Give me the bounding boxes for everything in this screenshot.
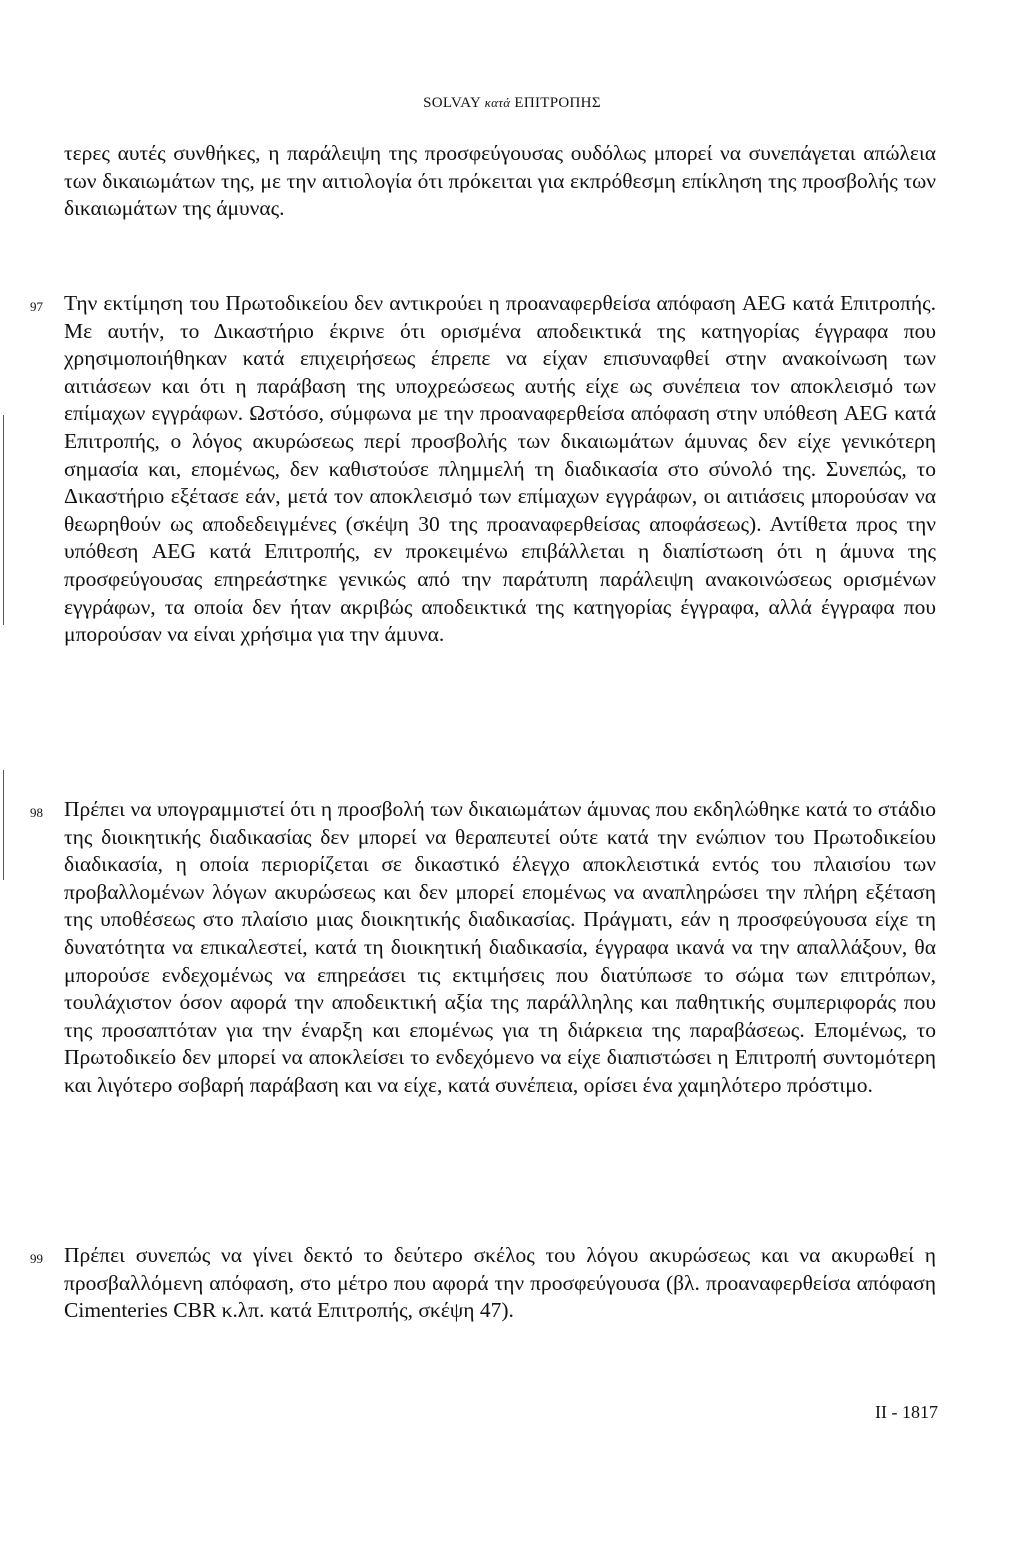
paragraph-continuation (64, 140, 936, 223)
paragraph-99 (64, 1242, 936, 1325)
paragraph-98 (64, 796, 936, 1100)
running-header (0, 95, 1024, 112)
paragraph-number-98: 98 (30, 805, 43, 820)
paragraph-text: Πρέπει συνεπώς να γίνει δεκτό το δεύτερο σκέλος του λόγου ακυρώσεως και να ακυρωθεί η προσβαλλόμενη απόφαση, στο μέτρο που αφορά την προσφεύγουσα (βλ. προαναφερθείσα απόφαση Cimenteries CBR κ.λπ. κατά Επιτροπής, σκέψη 47). (64, 1243, 936, 1323)
margin-rule (3, 415, 4, 625)
paragraph-text: τερες αυτές συνθήκες, η παράλειψη της προσφεύγουσας ουδόλως μπορεί να συνεπάγεται απώλεια των δικαιωμάτων της, με την αιτιολογία ότι πρόκειται για εκπρόθεσμη επίκληση της προσβολής των δικαιωμάτων της άμυνας. (64, 141, 936, 221)
paragraph-number-97: 97 (30, 299, 43, 314)
header-opponent: ΕΠΙΤΡΟΠΗΣ (514, 95, 601, 111)
margin-rule (3, 770, 4, 880)
paragraph-text: Πρέπει να υπογραμμιστεί ότι η προσβολή των δικαιωμάτων άμυνας που εκδηλώθηκε κατά το στάδιο της διοικητικής διαδικασίας δεν μπορεί να θεραπευτεί ούτε κατά την ενώπιον του Πρωτοδικείου διαδικασία, η οποία περιορίζεται σε δικαστικό έλεγχο αποκλειστικά εντός του πλαισίου των προβαλλομένων λόγων ακυρώσεως και δεν μπορεί επομένως να αναπληρώσει την πλήρη εξέταση της υποθέσεως στο πλαίσιο μιας διοικητικής διαδικασίας. Πράγματι, εάν η προσφεύγουσα είχε τη δυνατότητα να επικαλεστεί, κατά τη διοικητική διαδικασία, έγγραφα ικανά να την απαλλάξουν, θα μπορούσε ενδεχομένως να επηρεάσει τις εκτιμήσεις που διατύπωσε το σώμα των επιτρόπων, τουλάχιστον όσον αφορά την αποδεικτική αξία της παράλληλης και παθητικής συμπεριφοράς που της προσαπτόταν για την έναρξη και επομένως για τη διάρκεια της παραβάσεως. Επομένως, το Πρωτοδικείο δεν μπορεί να αποκλείσει το ενδεχόμενο να είχε διαπιστώσει η Επιτροπή συντομότερη και λιγότερο σοβαρή παράβαση και να είχε, κατά συνέπεια, ορίσει ένα χαμηλότερο πρόστιμο. (64, 797, 936, 1097)
header-party: SOLVAY (423, 95, 481, 111)
paragraph-number-99: 99 (30, 1251, 43, 1266)
paragraph-97 (64, 290, 936, 649)
paragraph-text: Την εκτίμηση του Πρωτοδικείου δεν αντικρούει η προαναφερθείσα απόφαση AEG κατά Επιτροπής. Με αυτήν, το Δικαστήριο έκρινε ότι ορισμένα αποδεικτικά της κατηγορίας έγγραφα που χρησιμοποιήθηκαν κατά επιχειρήσεως έπρεπε να είχαν επισυναφθεί στην ανακοίνωση των αιτιάσεων και ότι η παράβαση της υποχρεώσεως αυτής είχε ως συνέπεια τον αποκλεισμό των επίμαχων εγγράφων. Ωστόσο, σύμφωνα με την προαναφερθείσα απόφαση στην υπόθεση AEG κατά Επιτροπής, ο λόγος ακυρώσεως περί προσβολής των δικαιωμάτων άμυνας δεν είχε γενικότερη σημασία και, επομένως, δεν καθιστούσε πλημμελή τη διαδικασία στο σύνολό της. Συνεπώς, το Δικαστήριο εξέτασε εάν, μετά τον αποκλεισμό των επίμαχων εγγράφων, οι αιτιάσεις μπορούσαν να θεωρηθούν ως αποδεδειγμένες (σκέψη 30 της προαναφερθείσας αποφάσεως). Αντίθετα προς την υπόθεση AEG κατά Επιτροπής, εν προκειμένω επιβάλλεται η διαπίστωση ότι η άμυνα της προσφεύγουσας επηρεάστηκε γενικώς από την παράτυπη παράλειψη ανακοινώσεως ορισμένων εγγράφων, τα οποία δεν ήταν ακριβώς αποδεικτικά της κατηγορίας έγγραφα, αλλά έγγραφα που μπορούσαν να είναι χρήσιμα για την άμυνα. (64, 291, 936, 647)
header-versus: κατά (484, 95, 511, 110)
page-number: II - 1817 (875, 1402, 938, 1422)
